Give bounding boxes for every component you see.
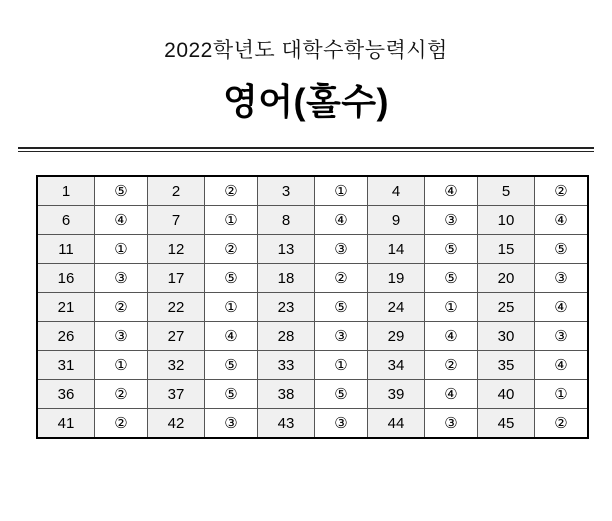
answer-cell: ② xyxy=(205,235,258,264)
answer-cell: ② xyxy=(535,409,589,439)
answer-cell: ① xyxy=(95,235,148,264)
question-number-cell: 16 xyxy=(37,264,95,293)
answer-cell: ② xyxy=(205,176,258,206)
question-number-cell: 37 xyxy=(148,380,205,409)
answer-cell: ③ xyxy=(535,264,589,293)
question-number-cell: 18 xyxy=(258,264,315,293)
answer-cell: ③ xyxy=(95,322,148,351)
answer-cell: ③ xyxy=(425,206,478,235)
question-number-cell: 28 xyxy=(258,322,315,351)
answer-table-container xyxy=(36,175,576,439)
question-number-cell: 22 xyxy=(148,293,205,322)
question-number-cell: 33 xyxy=(258,351,315,380)
header-divider-inner xyxy=(18,151,594,152)
answer-cell: ④ xyxy=(425,322,478,351)
answer-cell: ③ xyxy=(315,409,368,439)
question-number-cell: 44 xyxy=(368,409,425,439)
question-number-cell: 4 xyxy=(368,176,425,206)
question-number-cell: 8 xyxy=(258,206,315,235)
question-number-cell: 14 xyxy=(368,235,425,264)
table-row xyxy=(37,322,588,351)
exam-title: 영어(홀수) xyxy=(222,81,390,122)
answer-cell: ③ xyxy=(425,409,478,439)
table-row xyxy=(37,351,588,380)
question-number-cell: 20 xyxy=(478,264,535,293)
question-number-cell: 30 xyxy=(478,322,535,351)
question-number-cell: 12 xyxy=(148,235,205,264)
question-number-cell: 5 xyxy=(478,176,535,206)
answer-cell: ① xyxy=(95,351,148,380)
answer-cell: ① xyxy=(205,293,258,322)
question-number-cell: 13 xyxy=(258,235,315,264)
question-number-cell: 45 xyxy=(478,409,535,439)
answer-cell: ⑤ xyxy=(315,380,368,409)
question-number-cell: 39 xyxy=(368,380,425,409)
question-number-cell: 3 xyxy=(258,176,315,206)
answer-cell: ④ xyxy=(315,206,368,235)
answer-cell: ② xyxy=(315,264,368,293)
question-number-cell: 32 xyxy=(148,351,205,380)
answer-cell: ② xyxy=(535,176,589,206)
answer-cell: ④ xyxy=(205,322,258,351)
question-number-cell: 40 xyxy=(478,380,535,409)
header-divider xyxy=(18,147,594,151)
table-row xyxy=(37,380,588,409)
answer-cell: ④ xyxy=(535,293,589,322)
exam-year-subtitle: 2022학년도 대학수학능력시험 xyxy=(164,39,448,62)
question-number-cell: 9 xyxy=(368,206,425,235)
question-number-cell: 6 xyxy=(37,206,95,235)
answer-cell: ② xyxy=(95,409,148,439)
answer-cell: ③ xyxy=(535,322,589,351)
question-number-cell: 1 xyxy=(37,176,95,206)
answer-cell: ④ xyxy=(425,176,478,206)
question-number-cell: 34 xyxy=(368,351,425,380)
answer-cell: ③ xyxy=(95,264,148,293)
answer-table-body xyxy=(37,176,588,438)
answer-cell: ① xyxy=(425,293,478,322)
question-number-cell: 2 xyxy=(148,176,205,206)
question-number-cell: 23 xyxy=(258,293,315,322)
answer-cell: ⑤ xyxy=(315,293,368,322)
question-number-cell: 31 xyxy=(37,351,95,380)
answer-cell: ⑤ xyxy=(205,351,258,380)
answer-cell: ⑤ xyxy=(425,264,478,293)
answer-cell: ① xyxy=(205,206,258,235)
table-row xyxy=(37,264,588,293)
answer-cell: ① xyxy=(315,351,368,380)
question-number-cell: 25 xyxy=(478,293,535,322)
question-number-cell: 21 xyxy=(37,293,95,322)
question-number-cell: 27 xyxy=(148,322,205,351)
question-number-cell: 29 xyxy=(368,322,425,351)
answer-cell: ④ xyxy=(535,351,589,380)
question-number-cell: 11 xyxy=(37,235,95,264)
question-number-cell: 26 xyxy=(37,322,95,351)
answer-cell: ① xyxy=(535,380,589,409)
question-number-cell: 35 xyxy=(478,351,535,380)
answer-cell: ② xyxy=(95,380,148,409)
answer-sheet-page xyxy=(0,34,612,521)
table-row xyxy=(37,409,588,439)
question-number-cell: 43 xyxy=(258,409,315,439)
question-number-cell: 42 xyxy=(148,409,205,439)
answer-cell: ② xyxy=(95,293,148,322)
question-number-cell: 7 xyxy=(148,206,205,235)
question-number-cell: 38 xyxy=(258,380,315,409)
answer-cell: ② xyxy=(425,351,478,380)
answer-cell: ④ xyxy=(535,206,589,235)
question-number-cell: 41 xyxy=(37,409,95,439)
answer-cell: ④ xyxy=(425,380,478,409)
question-number-cell: 19 xyxy=(368,264,425,293)
table-row xyxy=(37,235,588,264)
question-number-cell: 24 xyxy=(368,293,425,322)
answer-cell: ③ xyxy=(205,409,258,439)
answer-cell: ③ xyxy=(315,235,368,264)
question-number-cell: 36 xyxy=(37,380,95,409)
answer-cell: ⑤ xyxy=(425,235,478,264)
answer-cell: ③ xyxy=(315,322,368,351)
question-number-cell: 15 xyxy=(478,235,535,264)
table-row xyxy=(37,206,588,235)
table-row xyxy=(37,293,588,322)
table-row xyxy=(37,176,588,206)
answer-cell: ④ xyxy=(95,206,148,235)
answer-cell: ⑤ xyxy=(205,264,258,293)
question-number-cell: 10 xyxy=(478,206,535,235)
answer-table xyxy=(36,175,589,439)
question-number-cell: 17 xyxy=(148,264,205,293)
answer-cell: ⑤ xyxy=(205,380,258,409)
answer-cell: ⑤ xyxy=(95,176,148,206)
answer-cell: ① xyxy=(315,176,368,206)
answer-cell: ⑤ xyxy=(535,235,589,264)
